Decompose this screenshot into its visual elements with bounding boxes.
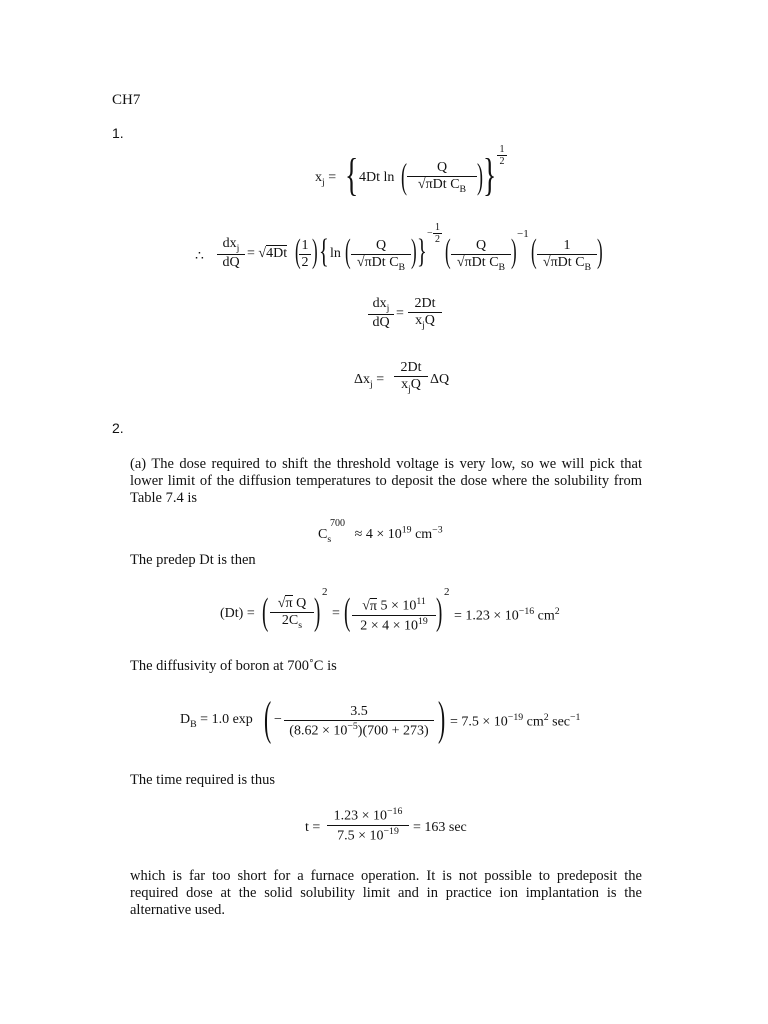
equation-db: $D_B = 1.0$ exp ( − $\frac{3.5}{(8.62 \times 10^{-5})(700 + 273)}$ ) = $7.5 \times 10^{-19}$ $cm^2$ $\sec^{-1}$ [180,692,581,745]
equation-derivative: ∴ $dx_j$ dQ = √4Dt ( $\frac{1}{2}$ ) { ln ( Q √πDt $C_B$ ) } − $\frac{1}{2}$ ( Q √πDt $C_B$ ) −1 ( 1 √πDt $C_B$ ) [195,222,603,273]
equation-dt: (Dt) = ( $\frac{\text{√π Q}}{2C_s}$ ) 2 = ( $\frac{√\pi 5 \times 10^{11}}{2 \times 4 \times 10^{19}}$ ) 2 = $1.23 \times 10^{-16}$ $cm^2$ [220,586,560,634]
problem-1-number: 1. [112,125,124,141]
paragraph-diffusivity: The diffusivity of boron at 700˚C is [130,658,337,674]
equation-delta: $\Delta x_j$ = 2Dt $x_jQ$ ΔQ [354,360,450,395]
paragraph-conclusion: which is far too short for a furnace operation. It is not possible to predeposit the required dose at the solid solubility limit and in practice ion implantation is the alternative used. [130,868,642,918]
equation-t: t = $\frac{1.23 \times 10^{-16}}{7.5 \times 10^{-19}}$ = 163 sec [305,806,467,844]
equation-cs: $C_s$ 700 ≈ $4 \times 10^{19}$ $cm^{-3}$ [318,518,443,545]
chapter-heading: CH7 [112,92,141,108]
equation-xj: $x_j$ = { 4Dt ln ( Q √πDt $C_B$ ) } $\frac{1}{2}$ [315,148,515,206]
paragraph-predep: The predep Dt is then [130,552,256,568]
problem-2-number: 2. [112,420,124,436]
paragraph-dose: (a) The dose required to shift the threshold voltage is very low, so we will pick that lower limit of the diffusion temperatures to deposit the dose where the solubility from Table 7.4 is [130,456,642,506]
paragraph-time: The time required is thus [130,772,275,788]
equation-simplified: $dx_j$ dQ = 2Dt $x_jQ$ [368,296,448,340]
